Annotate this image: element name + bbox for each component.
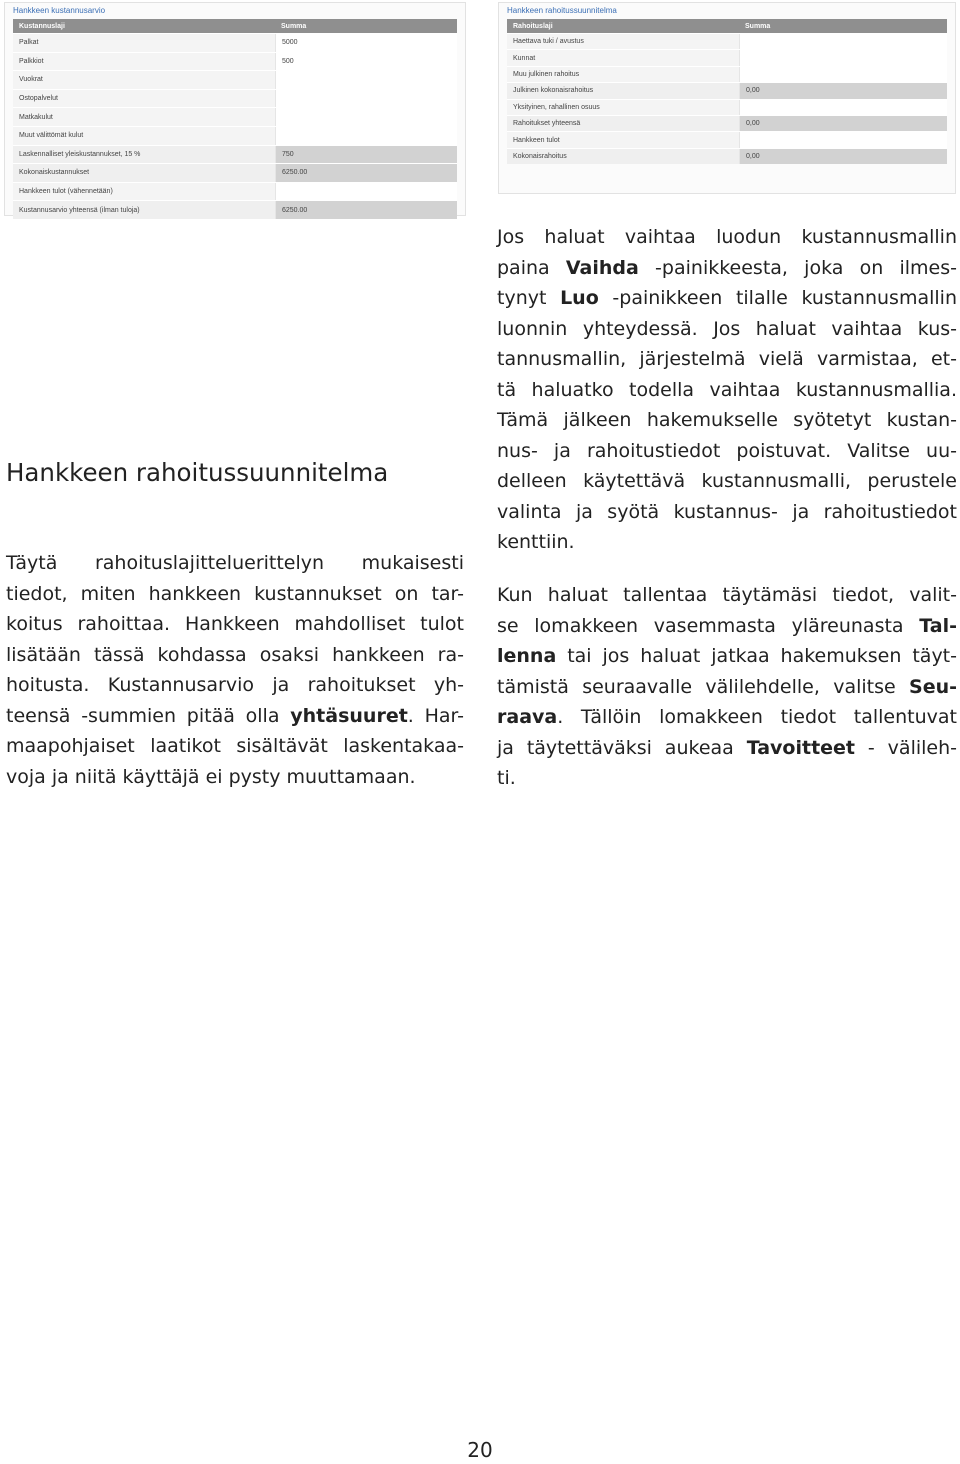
row-value-readonly: 0,00 [739, 83, 947, 98]
table-row [13, 70, 457, 89]
text-line: delleen käytettävä kustannusmalli, perustele [497, 470, 957, 492]
row-value-input[interactable] [739, 50, 947, 65]
text-line: tannusmallin, järjestelmä vielä varmistaa, et- [497, 348, 957, 370]
row-value-input[interactable] [739, 132, 947, 147]
table-row [13, 52, 457, 71]
cost-table [13, 19, 457, 219]
section-heading: Hankkeen rahoitussuunnitelma [6, 458, 389, 487]
row-label: Ostopalvelut [13, 90, 275, 108]
right-paragraph-change-model [497, 222, 957, 558]
row-value-readonly: 750 [275, 146, 457, 164]
row-label: Laskennalliset yleiskustannukset, 15 % [13, 146, 275, 164]
cost-estimate-screenshot [4, 2, 466, 216]
row-value-input[interactable] [739, 100, 947, 115]
funding-table-header [507, 19, 947, 33]
text-line: Jos haluat vaihtaa luodun kustannusmallin [497, 226, 957, 248]
funding-table [507, 19, 947, 164]
page-number: 20 [467, 1438, 493, 1462]
table-row [507, 66, 947, 82]
row-label: Kunnat [507, 50, 739, 65]
text-line: Kun haluat tallentaa täytämäsi tiedot, valit- [497, 584, 957, 606]
text-line: luonnin yhteydessä. Jos haluat vaihtaa kus- [497, 317, 957, 340]
cost-table-header [13, 19, 457, 33]
text-line: kenttiin. [497, 531, 575, 553]
row-value-input[interactable]: 500 [275, 53, 457, 71]
row-label: Rahoitukset yhteensä [507, 116, 739, 131]
table-row [13, 182, 457, 201]
row-label: Yksityinen, rahallinen osuus [507, 100, 739, 115]
text-line: voja ja niitä käyttäjä ei pysty muuttamaan. [6, 765, 416, 788]
table-row [13, 126, 457, 145]
text-line: lenna tai jos haluat jatkaa hakemuksen täyt- [497, 645, 957, 667]
table-row [507, 148, 947, 164]
text-line: koitus rahoittaa. Hankkeen mahdolliset tulot [6, 613, 464, 635]
bold-term: lenna [497, 645, 557, 667]
bold-term: yhtäsuuret [290, 704, 408, 727]
bold-term: Seu- [909, 675, 957, 698]
table-row [507, 115, 947, 131]
row-value-input[interactable] [739, 34, 947, 49]
text-line: lisätään tässä kohdassa osaksi hankkeen ra- [6, 643, 464, 666]
cost-table-body [13, 33, 457, 219]
text-line: nus- ja rahoitustiedot poistuvat. Valitse uu- [497, 439, 957, 462]
table-row [13, 145, 457, 164]
row-label: Vuokrat [13, 71, 275, 89]
row-value-readonly: 0,00 [739, 116, 947, 131]
bold-term: Tal- [919, 614, 957, 637]
text-line: ja täytettäväksi aukeaa Tavoitteet - välileh- [497, 736, 957, 759]
right-paragraph-save [497, 580, 957, 794]
row-value-readonly: 6250.00 [275, 164, 457, 182]
funding-plan-screenshot [498, 2, 956, 194]
bold-term: Luo [560, 287, 599, 309]
text-line: paina Vaihda -painikkeesta, joka on ilmes- [497, 256, 957, 279]
table-row [13, 200, 457, 219]
text-line: teensä -summien pitää olla yhtäsuuret. Har- [6, 704, 464, 727]
text-line: hoitusta. Kustannusarvio ja rahoitukset yh- [6, 674, 464, 696]
table-row [13, 107, 457, 126]
funding-col-type: Rahoituslaji [513, 22, 553, 30]
row-label: Muu julkinen rahoitus [507, 67, 739, 82]
text-line: maapohjaiset laatikot sisältävät laskentakaa- [6, 735, 464, 757]
text-line: se lomakkeen vasemmasta yläreunasta Tal- [497, 614, 957, 637]
row-label: Muut välittömät kulut [13, 127, 275, 145]
row-label: Haettava tuki / avustus [507, 34, 739, 49]
row-value-input[interactable] [275, 183, 457, 201]
table-row [507, 82, 947, 98]
table-row [507, 99, 947, 115]
text-line: tämistä seuraavalle välilehdelle, valitse Seu- [497, 675, 957, 698]
row-label: Julkinen kokonaisrahoitus [507, 83, 739, 98]
funding-panel-title: Hankkeen rahoitussuunnitelma [507, 6, 617, 15]
row-label: Hankkeen tulot (vähennetään) [13, 183, 275, 201]
text-line: ti. [497, 767, 516, 789]
bold-term: Vaihda [565, 256, 639, 279]
row-label: Palkat [13, 34, 275, 52]
row-value-input[interactable] [275, 108, 457, 126]
row-value-readonly: 6250.00 [275, 201, 457, 219]
text-line: tä haluatko todella vaihtaa kustannusmallia. [497, 378, 957, 401]
bold-term: Tavoitteet [746, 736, 856, 759]
table-row [507, 33, 947, 49]
cost-col-sum: Summa [281, 22, 307, 30]
text-line: raava. Tällöin lomakkeen tiedot tallentuvat [497, 706, 957, 728]
cost-panel-title: Hankkeen kustannusarvio [13, 6, 106, 15]
text-line: valinta ja syötä kustannus- ja rahoitustiedot [497, 500, 957, 523]
row-label: Kokonaisrahoitus [507, 149, 739, 164]
row-label: Matkakulut [13, 108, 275, 126]
funding-table-body [507, 33, 947, 164]
row-value-input[interactable] [739, 67, 947, 82]
row-value-readonly: 0,00 [739, 149, 947, 164]
table-row [507, 131, 947, 147]
row-label: Kustannusarvio yhteensä (ilman tuloja) [13, 201, 275, 219]
table-row [507, 49, 947, 65]
text-line: tynyt Luo -painikkeen tilalle kustannusmallin [497, 287, 957, 309]
row-label: Kokonaiskustannukset [13, 164, 275, 182]
bold-term: raava [497, 706, 558, 728]
row-value-input[interactable]: 5000 [275, 34, 457, 52]
row-label: Hankkeen tulot [507, 132, 739, 147]
row-value-input[interactable] [275, 127, 457, 145]
row-label: Palkkiot [13, 53, 275, 71]
text-line: tiedot, miten hankkeen kustannukset on tar- [6, 582, 464, 605]
cost-col-type: Kustannuslaji [19, 22, 65, 30]
row-value-input[interactable] [275, 71, 457, 89]
funding-col-sum: Summa [745, 22, 771, 30]
table-row [13, 163, 457, 182]
left-paragraph [6, 548, 464, 792]
text-line: Tämä jälkeen hakemukselle syötetyt kustan- [497, 409, 957, 431]
table-row [13, 89, 457, 108]
text-line: Täytä rahoituslajitteluerittelyn mukaisesti [6, 552, 464, 574]
row-value-input[interactable] [275, 90, 457, 108]
table-row [13, 33, 457, 52]
